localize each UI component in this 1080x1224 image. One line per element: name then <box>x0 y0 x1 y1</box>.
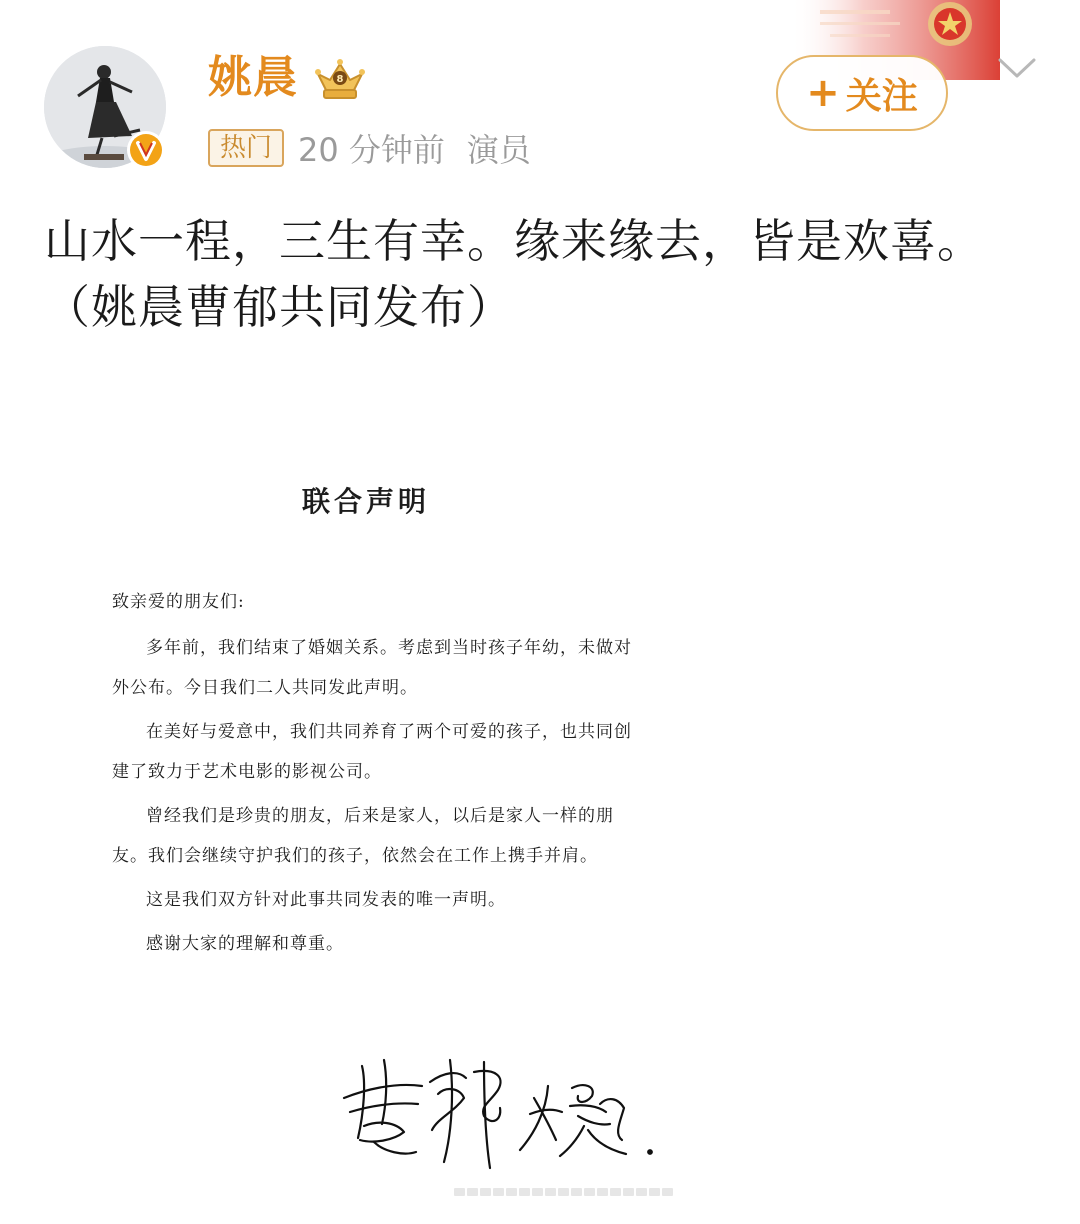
vip-crown-icon[interactable] <box>312 56 368 104</box>
chevron-down-icon[interactable] <box>994 52 1040 82</box>
follow-button[interactable] <box>776 55 948 131</box>
statement-paragraph: 感谢大家的理解和尊重。 <box>146 934 344 954</box>
statement-body <box>112 582 632 968</box>
post-text: 山水一程，三生有幸。缘来缘去，皆是欢喜。（姚晨曹郁共同发布） <box>44 214 984 334</box>
statement-salutation: 致亲爱的朋友们: <box>112 592 245 612</box>
statement-title: 联合声明 <box>302 485 431 518</box>
statement-image[interactable] <box>44 362 1034 1202</box>
statement-paragraph: 曾经我们是珍贵的朋友，后来是家人，以后是家人一样的朋友。我们会继续守护我们的孩子，依然会在工作上携手并肩。 <box>112 806 614 866</box>
hot-tag: 热门 <box>208 129 284 167</box>
image-pager-strip <box>454 1188 673 1198</box>
username[interactable]: 姚晨 <box>208 52 298 103</box>
statement-paragraph: 这是我们双方针对此事共同发表的唯一声明。 <box>146 890 506 910</box>
post-time: 20 分钟前 <box>298 131 445 169</box>
profession-label: 演员 <box>466 131 531 169</box>
follow-label: 关注 <box>845 75 918 117</box>
statement-paragraph: 在美好与爱意中，我们共同养育了两个可爱的孩子，也共同创建了致力于艺术电影的影视公司。 <box>112 722 632 782</box>
post-meta <box>208 126 531 170</box>
statement-paragraph: 多年前，我们结束了婚姻关系。考虑到当时孩子年幼，未做对外公布。今日我们二人共同发此声明。 <box>112 638 632 698</box>
avatar[interactable] <box>44 46 166 168</box>
svg-text:8: 8 <box>336 74 344 85</box>
verified-v-badge-icon <box>126 130 166 170</box>
handwritten-signature <box>334 1042 674 1172</box>
plus-icon: + <box>806 70 840 116</box>
